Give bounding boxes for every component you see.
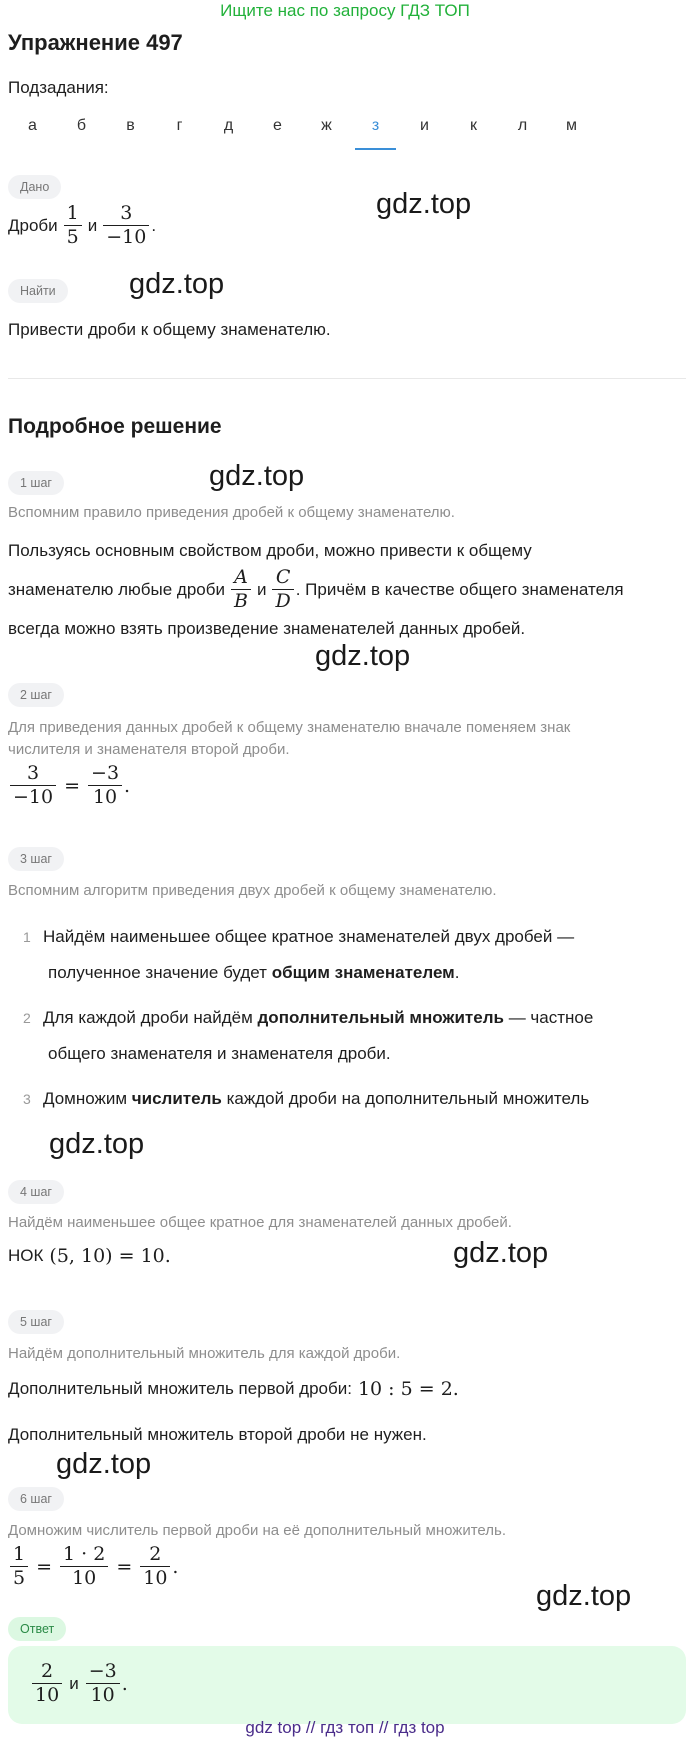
step-2-formula (8, 762, 130, 809)
subtasks-label: Подзадания: (8, 78, 109, 97)
list-item-2-line-1 (43, 1008, 593, 1028)
tab-i[interactable]: и (420, 117, 429, 134)
tab-z-active[interactable]: з (351, 106, 400, 150)
step-1-line-2-suffix: . Причём в качестве общего знаменателя (295, 579, 624, 599)
step-6-f1-num: 1 (10, 1543, 28, 1567)
tab-g[interactable]: г (176, 117, 183, 134)
step-6-formula (8, 1543, 178, 1590)
step-5-line-1 (8, 1378, 459, 1400)
step-2-f2-den: 10 (92, 786, 118, 808)
step-6-fraction-2 (60, 1543, 108, 1590)
given-fraction-1 (64, 202, 82, 249)
list-item-2-text: Для каждой дроби найдём (43, 1008, 258, 1027)
subtask-tabs (8, 106, 596, 150)
step-6-hint: Домножим числитель первой дроби на её дополнительный множитель. (8, 1522, 506, 1539)
given-f1-den: 5 (66, 226, 79, 248)
tab-v[interactable]: в (126, 117, 135, 134)
fraction-b-den: B (234, 590, 248, 612)
fraction-d-den: D (275, 590, 291, 612)
answer-and: и (69, 1673, 79, 1693)
step-4-hint: Найдём наименьшее общее кратное для знаменателей данных дробей. (8, 1214, 512, 1231)
equals-sign: = (116, 1555, 133, 1578)
tab-e[interactable]: е (273, 117, 282, 134)
list-item-1-text: полученное значение будет (48, 963, 272, 982)
footer-links[interactable]: gdz top // гдз топ // гдз top (245, 1718, 445, 1737)
equals-sign: = (36, 1555, 53, 1578)
step-1-badge: 1 шаг (8, 471, 64, 495)
watermark: gdz.top (129, 268, 225, 300)
answer-f2-num: −3 (86, 1660, 120, 1684)
answer-badge: Ответ (8, 1617, 66, 1641)
tab-k[interactable]: к (470, 117, 477, 134)
step-2-f1-den: −10 (13, 786, 54, 808)
given-f1-num: 1 (64, 202, 82, 226)
tab-m[interactable]: м (566, 117, 577, 134)
nok-label: НОК (8, 1246, 44, 1265)
watermark: gdz.top (536, 1580, 632, 1612)
given-f2-den: −10 (106, 226, 147, 248)
list-item-1-line-1: Найдём наименьшее общее кратное знаменателей двух дробей — (43, 927, 575, 946)
fraction-c-d (272, 566, 293, 613)
watermark: gdz.top (49, 1128, 145, 1160)
list-item-2-end: — частное (503, 1008, 594, 1027)
step-1-line-3: всегда можно взять произведение знаменателей данных дробей. (8, 619, 526, 638)
answer-f1-num: 2 (32, 1660, 62, 1684)
tab-zh[interactable]: ж (321, 117, 332, 134)
watermark: gdz.top (453, 1237, 549, 1269)
step-6-f2-num: 1 · 2 (60, 1543, 108, 1567)
watermark: gdz.top (315, 640, 411, 672)
list-item-1-bold: общим знаменателем (271, 963, 455, 982)
answer-f1-den: 10 (35, 1684, 60, 1706)
find-text: Привести дроби к общему знаменателю. (8, 320, 331, 339)
step-4-formula (8, 1245, 171, 1267)
step-5-line-2: Дополнительный множитель второй дроби не нужен. (8, 1425, 427, 1444)
step-1-line-2 (8, 566, 624, 613)
list-item-3-end: каждой дроби на дополнительный множитель (221, 1089, 590, 1108)
step-2-fraction-2 (88, 762, 122, 809)
answer-end: . (121, 1672, 128, 1695)
given-badge: Дано (8, 175, 61, 199)
given-fraction-2 (103, 202, 149, 249)
answer-f2-den: 10 (90, 1684, 115, 1706)
step-2-f2-num: −3 (88, 762, 122, 786)
find-badge: Найти (8, 279, 68, 303)
nok-expression: (5, 10) = 10. (49, 1245, 171, 1267)
watermark: gdz.top (209, 460, 305, 492)
list-item-2-bold: дополнительный множитель (257, 1008, 504, 1027)
page-title: Упражнение 497 (8, 30, 183, 55)
step-6-f3-num: 2 (140, 1543, 170, 1567)
solution-title: Подробное решение (8, 415, 222, 438)
list-item-number: 3 (23, 1091, 31, 1107)
list-item-2-line-2: общего знаменателя и знаменателя дроби. (48, 1044, 391, 1063)
tab-b[interactable]: б (76, 117, 87, 134)
step-6-end: . (172, 1555, 179, 1578)
step-2-f1-num: 3 (10, 762, 56, 786)
step-3-badge: 3 шаг (8, 847, 64, 871)
step-5-line-1-math: 10 : 5 = 2. (357, 1378, 459, 1400)
step-5-line-1-text: Дополнительный множитель первой дроби: (8, 1379, 352, 1398)
step-2-fraction-1 (10, 762, 56, 809)
step-1-and: и (256, 579, 267, 599)
list-item-3-bold: числитель (131, 1089, 222, 1108)
step-2-end: . (124, 774, 131, 797)
watermark: gdz.top (56, 1448, 152, 1480)
step-6-fraction-3 (140, 1543, 170, 1590)
answer-fraction-1 (32, 1660, 62, 1707)
given-text (8, 202, 156, 249)
given-f2-num: 3 (103, 202, 149, 226)
list-item-number: 2 (23, 1010, 31, 1026)
answer-fraction-2 (86, 1660, 120, 1707)
step-5-hint: Найдём дополнительный множитель для каждой дроби. (8, 1345, 401, 1362)
step-6-f3-den: 10 (143, 1567, 168, 1589)
equals-sign: = (64, 774, 81, 797)
given-prefix: Дроби (8, 215, 58, 235)
step-6-f2-den: 10 (72, 1567, 97, 1589)
tab-a[interactable]: а (28, 117, 37, 134)
given-end: . (151, 215, 157, 235)
step-1-line-1: Пользуясь основным свойством дроби, можно привести к общему (8, 541, 532, 560)
list-item-3-line-1 (43, 1089, 589, 1109)
step-4-badge: 4 шаг (8, 1180, 64, 1204)
step-6-fraction-1 (10, 1543, 28, 1590)
step-2-badge: 2 шаг (8, 683, 64, 707)
given-and: и (87, 215, 98, 235)
list-item-1-line-2 (48, 963, 460, 983)
list-item-3-text: Домножим (43, 1089, 132, 1108)
search-banner: Ищите нас по запросу ГДЗ ТОП (220, 1, 470, 20)
step-3-hint: Вспомним алгоритм приведения двух дробей к общему знаменателю. (8, 882, 497, 899)
list-item-number: 1 (23, 929, 31, 945)
step-6-f1-den: 5 (13, 1567, 26, 1589)
list-item-1-end: . (454, 963, 460, 982)
step-1-hint: Вспомним правило приведения дробей к общему знаменателю. (8, 504, 455, 521)
step-5-badge: 5 шаг (8, 1310, 64, 1334)
fraction-c-num: C (272, 566, 293, 590)
tab-l[interactable]: л (517, 117, 528, 134)
section-divider (8, 378, 686, 379)
answer-formula (30, 1660, 128, 1707)
step-6-badge: 6 шаг (8, 1487, 64, 1511)
fraction-a-b (231, 566, 251, 613)
tab-d[interactable]: д (223, 117, 234, 134)
step-2-hint-1: Для приведения данных дробей к общему знаменателю вначале поменяем знак (8, 719, 571, 736)
step-1-line-2-prefix: знаменателю любые дроби (8, 579, 225, 599)
fraction-a-num: A (231, 566, 251, 590)
watermark: gdz.top (376, 188, 472, 220)
step-2-hint-2: числителя и знаменателя второй дроби. (8, 741, 290, 758)
